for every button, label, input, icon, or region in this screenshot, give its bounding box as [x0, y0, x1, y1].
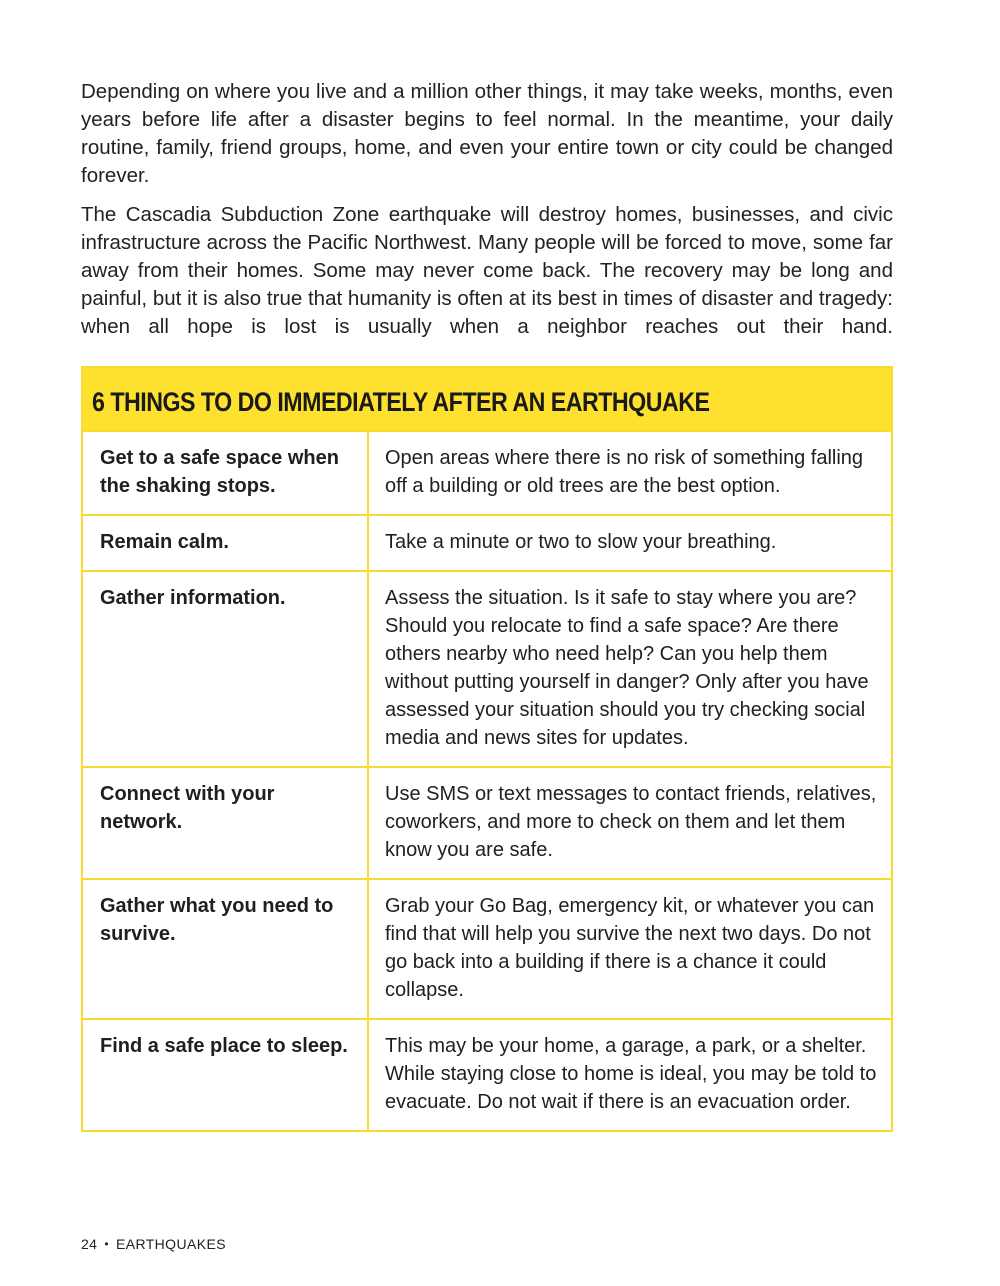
row-key: Remain calm. [83, 515, 368, 571]
row-key: Find a safe place to sleep. [83, 1019, 368, 1130]
earthquake-checklist-table [81, 366, 893, 1132]
row-key: Get to a safe space when the shaking stops. [83, 431, 368, 515]
table-row [83, 571, 891, 767]
row-key: Gather information. [83, 571, 368, 767]
body-paragraph-2: The Cascadia Subduction Zone earthquake will destroy homes, businesses, and civic infrastructure across the Pacific Northwest. Many people will be forced to move, some far away from their homes. Some may never come back. The recovery may be long and painful, but it is also true that humanity is often at its best in times of disaster and tragedy: when all hope is lost is usually when a neighbor reaches out their hand. [81, 203, 893, 338]
table-header-band [83, 368, 891, 430]
checklist-grid [83, 430, 891, 1130]
row-value: Open areas where there is no risk of something falling off a building or old trees are the best option. [368, 431, 891, 515]
section-name: EARTHQUAKES [115, 1236, 226, 1252]
row-value: Assess the situation. Is it safe to stay where you are? Should you relocate to find a safe space? Are there others nearby who need help? Can you help them without putting yourself in danger? Only after you have assessed your situation should you try checking social media and news sites for updates. [368, 571, 891, 767]
table-row [83, 767, 891, 879]
body-paragraph-1: Depending on where you live and a million other things, it may take weeks, months, even years before life after a disaster begins to feel normal. In the meantime, your daily routine, family, friend groups, home, and even your entire town or city could be changed forever. [81, 80, 893, 187]
row-value: Use SMS or text messages to contact friends, relatives, coworkers, and more to check on them and let them know you are safe. [368, 767, 891, 879]
page-footer [81, 1236, 226, 1252]
table-row [83, 431, 891, 515]
row-key: Gather what you need to survive. [83, 879, 368, 1019]
footer-separator: • [104, 1237, 109, 1251]
page-number: 24 [81, 1236, 98, 1252]
table-row [83, 879, 891, 1019]
row-key: Connect with your network. [83, 767, 368, 879]
row-value: Take a minute or two to slow your breathing. [368, 515, 891, 571]
table-row [83, 1019, 891, 1130]
row-value: This may be your home, a garage, a park, or a shelter. While staying close to home is ideal, you may be told to evacuate. Do not wait if there is an evacuation order. [368, 1019, 891, 1130]
table-row [83, 515, 891, 571]
table-title: 6 THINGS TO DO IMMEDIATELY AFTER AN EARTHQUAKE [92, 386, 710, 417]
page-content [81, 78, 893, 1132]
row-value: Grab your Go Bag, emergency kit, or whatever you can find that will help you survive the next two days. Do not go back into a building if there is a chance it could collapse. [368, 879, 891, 1019]
